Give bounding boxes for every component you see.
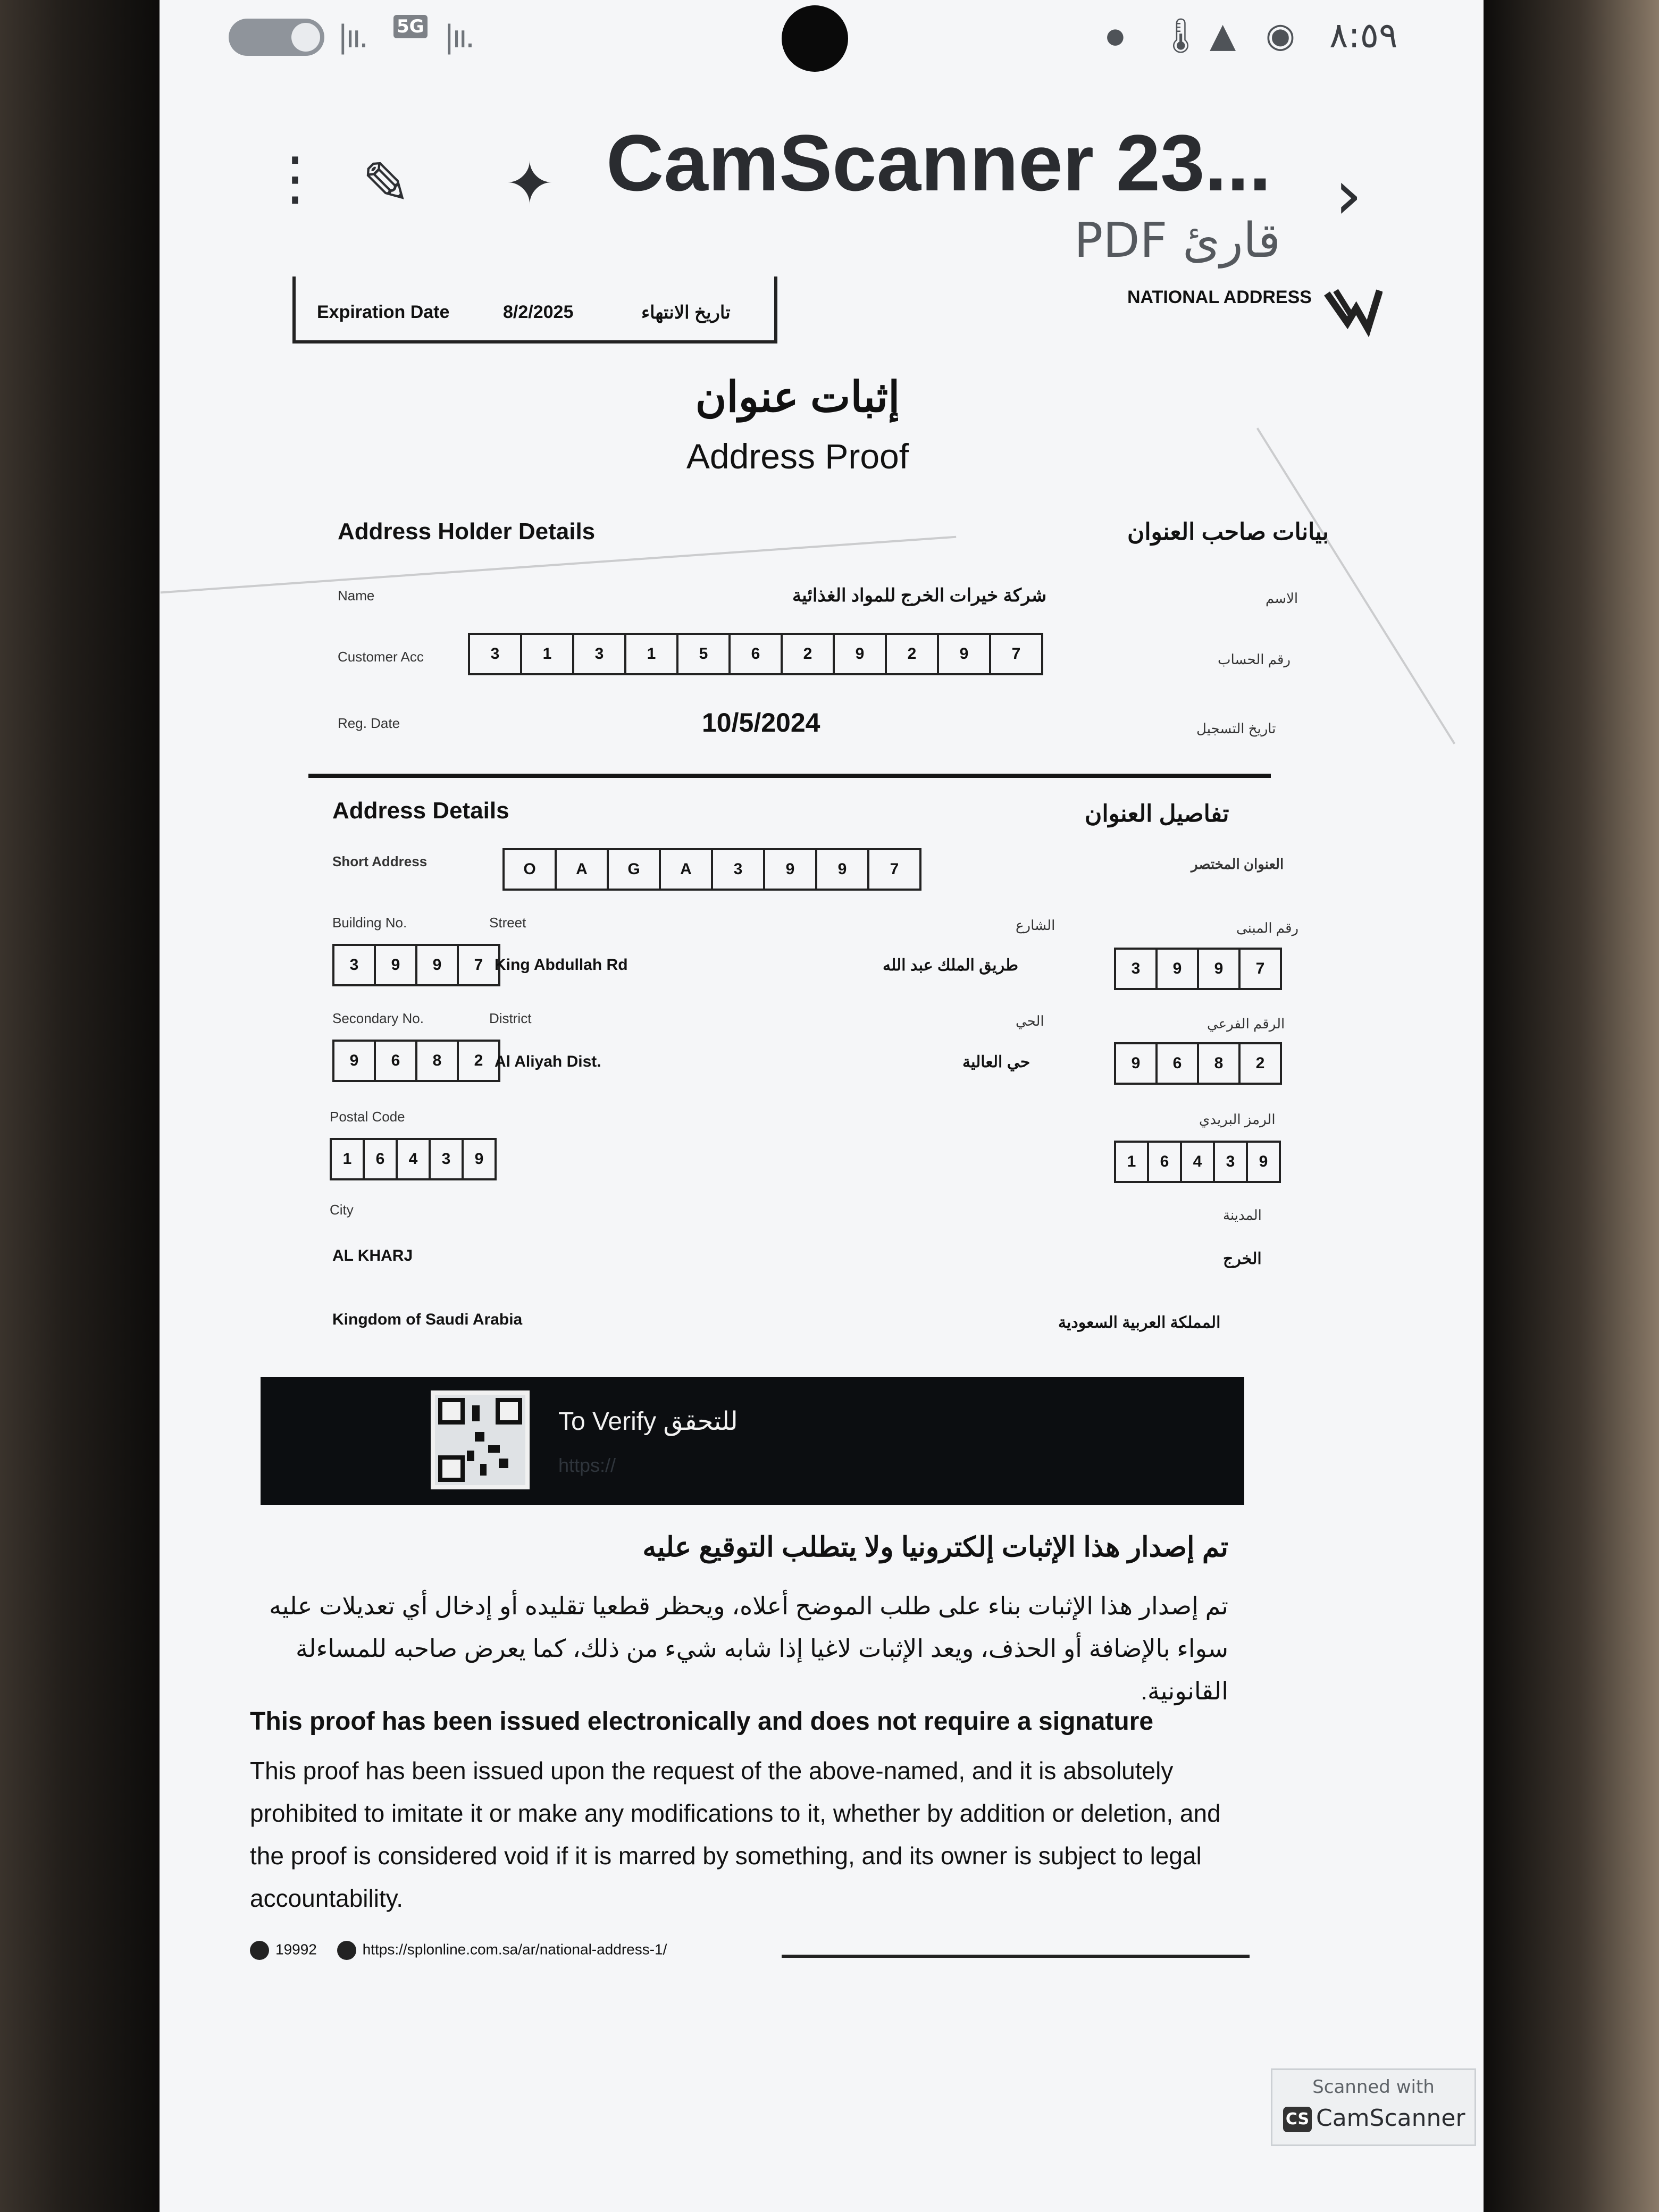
char-box: 2 [474,1052,483,1069]
district-en: Al Aliyah Dist. [495,1053,601,1070]
char-box: 2 [887,635,939,673]
reg-date-label: Reg. Date [338,715,400,731]
expiration-label-ar: تاريخ الانتهاء [641,303,731,323]
city-en: AL KHARJ [332,1247,413,1264]
char-box: 6 [1149,1143,1182,1181]
phone-bezel-right [1484,0,1659,2212]
section-divider [308,774,1271,778]
char-box: 2 [783,635,835,673]
document-title: CamScanner 23... [606,118,1271,207]
chevron-right-icon[interactable]: › [1335,154,1362,235]
char-box: 7 [1255,960,1265,977]
char-box: 9 [1158,950,1199,988]
char-box: 6 [731,635,783,673]
char-box: A [661,850,713,889]
char-box: 3 [431,1140,464,1178]
char-box: 9 [417,946,459,984]
char-box: 6 [1158,1044,1199,1083]
char-box: 9 [474,1150,484,1168]
char-box: 4 [1182,1143,1215,1181]
data-saver-toggle-icon [229,19,324,56]
watermark-brand-row [1283,2105,1465,2132]
national-address-logo-icon [1324,282,1382,340]
street-label: Street [489,915,526,931]
postal-code-boxes [330,1138,497,1180]
camscanner-watermark [1271,2068,1476,2146]
reg-date-label-ar: تاريخ التسجيل [1196,720,1276,736]
short-address-boxes [502,848,921,891]
front-camera [782,5,848,72]
char-box: 3 [713,850,765,889]
char-box: O [505,850,557,889]
notice-body-ar: تم إصدار هذا الإثبات بناء على طلب الموضح أعلاه، ويحظر قطعيا تقليده أو إدخال أي تعديلات عليه سواء بالإضافة أو الحذف، ويعد الإثبات لاغيا إذا شابه شيء من ذلك، كما يعرض صاحبه للمساءلة القانونية. [269,1592,1228,1705]
notification-dot-icon: ● [1106,24,1125,48]
name-label: Name [338,588,375,604]
holder-heading-ar: بيانات صاحب العنوان [1127,519,1329,545]
char-box: 1 [332,1140,365,1178]
country-en: Kingdom of Saudi Arabia [332,1311,523,1328]
phone-bezel-left [0,0,160,2212]
char-box: 5 [678,635,731,673]
signal-icon-2: |ıı. [444,19,473,55]
secondary-no-label-ar: الرقم الفرعي [1207,1016,1285,1032]
building-no-label-ar: رقم المبنى [1236,920,1299,936]
building-no-boxes-ar [1114,948,1282,990]
char-box: 7 [890,860,899,878]
char-box: 9 [1259,1153,1268,1170]
name-value: شركة خيرات الخرج للمواد الغذائية [792,585,1047,606]
battery-saver-icon: ◉ [1266,16,1295,55]
network-type-badge: 5G [393,15,428,38]
char-box: 7 [474,956,483,974]
notice-heading-ar: تم إصدار هذا الإثبات إلكترونيا ولا يتطلب التوقيع عليه [642,1532,1228,1563]
secondary-no-boxes-ar [1114,1042,1282,1085]
char-box: 3 [470,635,522,673]
footer-url[interactable]: https://splonline.com.sa/ar/national-address-1/ [362,1941,667,1958]
verify-banner [261,1377,1244,1505]
phone-screen [160,0,1484,2212]
char-box: 3 [1116,950,1158,988]
expiration-value: 8/2/2025 [503,302,574,322]
char-box: 6 [365,1140,398,1178]
char-box: 9 [765,850,817,889]
customer-acc-label-ar: رقم الحساب [1218,651,1291,667]
verify-link[interactable]: https:// [558,1454,616,1476]
building-no-boxes [332,944,500,986]
short-address-label-ar: العنوان المختصر [1191,856,1284,872]
more-vertical-icon[interactable]: ⋮ [266,144,324,212]
notice-heading-en: This proof has been issued electronically and does not require a signature [250,1707,1154,1736]
document-footer [250,1941,1260,1973]
district-label: District [489,1010,532,1026]
edit-icon[interactable]: ✎ [362,149,411,217]
char-box: 8 [417,1042,459,1080]
customer-acc-boxes [468,633,1043,675]
char-box: 1 [522,635,574,673]
phone-icon [250,1941,269,1960]
watermark-line1: Scanned with [1312,2076,1435,2098]
char-box: 9 [376,946,417,984]
footer-phone: 19992 [275,1941,317,1958]
expiration-box [292,276,777,343]
app-bar [160,90,1484,269]
name-label-ar: الاسم [1266,590,1298,606]
char-box: 1 [1116,1143,1149,1181]
footer-rule [782,1955,1250,1958]
thermometer-icon: 🌡 [1159,16,1203,56]
country-ar: المملكة العربية السعودية [1058,1314,1221,1331]
status-bar [160,0,1484,80]
secondary-no-label: Secondary No. [332,1010,424,1026]
char-box: 8 [1199,1044,1241,1083]
city-label: City [330,1202,354,1218]
char-box: 3 [334,946,376,984]
street-en: King Abdullah Rd [495,956,628,974]
city-ar: الخرج [1223,1250,1262,1268]
char-box: 2 [1255,1054,1265,1072]
street-ar: طريق الملك عبد الله [883,957,1019,974]
link-icon [337,1941,356,1960]
postal-code-boxes-ar [1114,1141,1281,1183]
expiration-label: Expiration Date [317,302,450,322]
signal-icon: |ıı. [338,19,367,55]
title-arabic: إثبات عنوان [695,373,900,421]
secondary-no-boxes [332,1040,500,1082]
title-english: Address Proof [686,437,909,476]
char-box: 9 [1116,1044,1158,1083]
qr-code[interactable] [431,1390,530,1489]
national-address-brand: NATIONAL ADDRESS [1127,287,1312,307]
customer-acc-label: Customer Acc [338,649,424,665]
pdf-page [250,276,1329,2042]
postal-code-label-ar: الرمز البريدي [1199,1111,1276,1127]
city-label-ar: المدينة [1223,1207,1262,1223]
verify-label: To Verify للتحقق [558,1407,738,1436]
char-box: 9 [1199,950,1241,988]
char-box: 9 [835,635,887,673]
char-box: 3 [574,635,626,673]
char-box: 1 [626,635,678,673]
building-no-label: Building No. [332,915,407,931]
char-box: 3 [1215,1143,1248,1181]
address-heading-ar: تفاصيل العنوان [1085,801,1229,827]
sparkle-icon[interactable]: ✦ [505,149,555,217]
warning-icon: ▲ [1210,16,1236,55]
notice-body-en: This proof has been issued upon the request of the above-named, and it is absolutely prohibited to imitate it or make any modifications to it, whether by addition or deletion, and the proof is considered void if it is marred by something, and its owner is subject to legal accountability. [250,1757,1221,1912]
char-box: 4 [398,1140,431,1178]
char-box: 9 [334,1042,376,1080]
holder-heading-en: Address Holder Details [338,518,596,544]
char-box: 9 [939,635,991,673]
short-address-label: Short Address [332,853,428,869]
char-box: 9 [817,850,869,889]
document-subtitle: PDF قارئ [1074,213,1281,269]
address-heading-en: Address Details [332,798,509,824]
char-box: A [557,850,609,889]
char-box: 6 [376,1042,417,1080]
clock: ٨:٥٩ [1329,15,1398,56]
char-box: 7 [1011,645,1021,663]
watermark-brand: CamScanner [1316,2105,1465,2132]
street-label-ar: الشارع [1016,917,1055,933]
district-label-ar: الحي [1016,1013,1044,1029]
district-ar: حي العالية [962,1053,1030,1071]
char-box: G [609,850,661,889]
postal-code-label: Postal Code [330,1109,405,1125]
reg-date-value: 10/5/2024 [702,708,820,738]
camscanner-logo-icon: CS [1283,2107,1312,2132]
